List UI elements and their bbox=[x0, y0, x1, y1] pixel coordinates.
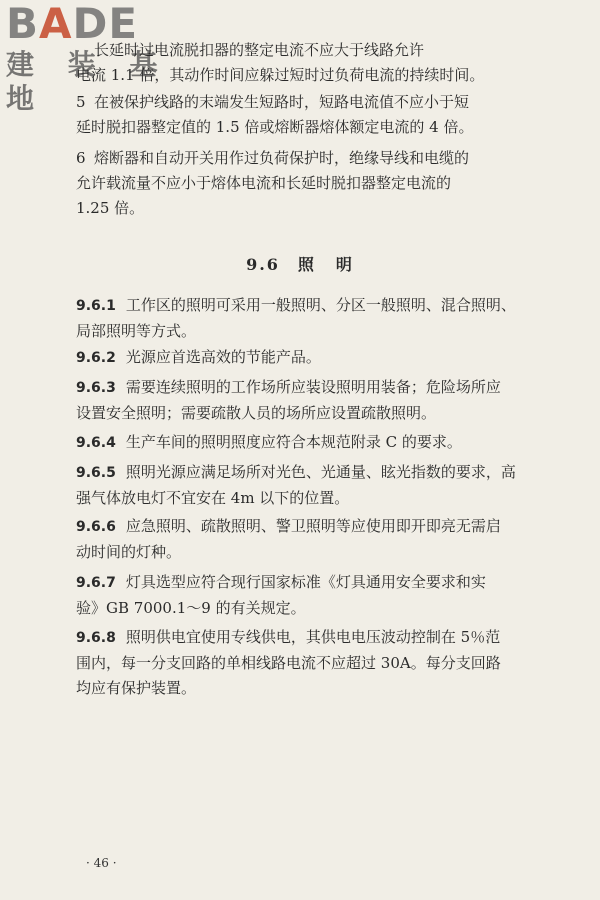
logo-char: D bbox=[72, 0, 109, 48]
article-9-6-2 bbox=[76, 345, 548, 371]
article-9-6-5 bbox=[76, 460, 548, 511]
article-9-6-6 bbox=[76, 514, 548, 565]
clause-line: 允许载流量不应小于熔体电流和长延时脱扣器整定电流的 bbox=[76, 174, 452, 192]
logo-char-accent: A bbox=[39, 0, 73, 48]
section-number: 9.6 bbox=[246, 255, 280, 274]
logo-char: E bbox=[108, 0, 139, 48]
clause-number bbox=[76, 38, 94, 63]
logo-char: B bbox=[6, 0, 40, 48]
article-line: 验》GB 7000.1～9 的有关规定。 bbox=[76, 599, 306, 617]
article-line: 照明光源应满足场所对光色、光通量、眩光指数的要求，高 bbox=[125, 463, 516, 481]
article-line: 动时间的灯种。 bbox=[76, 543, 182, 561]
section-title-char: 明 bbox=[335, 255, 354, 274]
article-line: 围内，每一分支回路的单相线路电流不应超过 30A。每分支回路 bbox=[76, 654, 501, 672]
article-code: 9.6.2 bbox=[76, 350, 116, 366]
article-code: 9.6.6 bbox=[76, 519, 116, 535]
clause-line: 1.25 倍。 bbox=[76, 199, 145, 217]
article-line: 照明供电宜使用专线供电，其供电电压波动控制在 5％范 bbox=[125, 628, 501, 646]
article-9-6-1 bbox=[76, 293, 548, 344]
clause-number: 5 bbox=[76, 93, 86, 111]
clause-line: 长延时过电流脱扣器的整定电流不应大于线路允许 bbox=[94, 41, 425, 59]
article-code: 9.6.1 bbox=[76, 298, 116, 314]
article-code: 9.6.5 bbox=[76, 465, 116, 481]
section-title-char: 照 bbox=[297, 255, 316, 274]
article-line: 需要连续照明的工作场所应装设照明用装备；危险场所应 bbox=[125, 378, 501, 396]
clause-item-5 bbox=[76, 90, 546, 140]
article-line: 均应有保护装置。 bbox=[76, 679, 197, 697]
article-line: 工作区的照明可采用一般照明、分区一般照明、混合照明、 bbox=[125, 296, 516, 314]
article-code: 9.6.3 bbox=[76, 380, 116, 396]
clause-number: 6 bbox=[76, 149, 86, 167]
article-line: 光源应首选高效的节能产品。 bbox=[125, 348, 321, 366]
article-line: 灯具选型应符合现行国家标准《灯具通用安全要求和实 bbox=[125, 573, 486, 591]
logo-subtitle: 建 装 基 地 bbox=[6, 48, 170, 115]
article-code: 9.6.4 bbox=[76, 435, 116, 451]
article-9-6-7 bbox=[76, 570, 548, 621]
article-line: 生产车间的照明照度应符合本规范附录 C 的要求。 bbox=[125, 433, 462, 451]
clause-line: 延时脱扣器整定值的 1.5 倍或熔断器熔体额定电流的 4 倍。 bbox=[76, 118, 474, 136]
page-number: · 46 · bbox=[86, 856, 117, 870]
clause-line: 电流 1.1 倍，其动作时间应躲过短时过负荷电流的持续时间。 bbox=[76, 66, 485, 84]
article-9-6-4 bbox=[76, 430, 548, 456]
article-9-6-8 bbox=[76, 625, 548, 701]
article-9-6-3 bbox=[76, 375, 548, 426]
article-code: 9.6.8 bbox=[76, 630, 116, 646]
article-line: 设置安全照明；需要疏散人员的场所应设置疏散照明。 bbox=[76, 404, 437, 422]
article-code: 9.6.7 bbox=[76, 575, 116, 591]
clause-item-6 bbox=[76, 146, 546, 221]
article-line: 强气体放电灯不宜安在 4m 以下的位置。 bbox=[76, 489, 350, 507]
clause-line: 在被保护线路的末端发生短路时，短路电流值不应小于短 bbox=[94, 93, 470, 111]
section-heading bbox=[0, 252, 600, 275]
clause-line: 熔断器和自动开关用作过负荷保护时，绝缘导线和电缆的 bbox=[94, 149, 470, 167]
clause-item-4 bbox=[76, 38, 546, 88]
article-line: 局部照明等方式。 bbox=[76, 322, 197, 340]
article-line: 应急照明、疏散照明、警卫照明等应使用即开即亮无需启 bbox=[125, 517, 501, 535]
